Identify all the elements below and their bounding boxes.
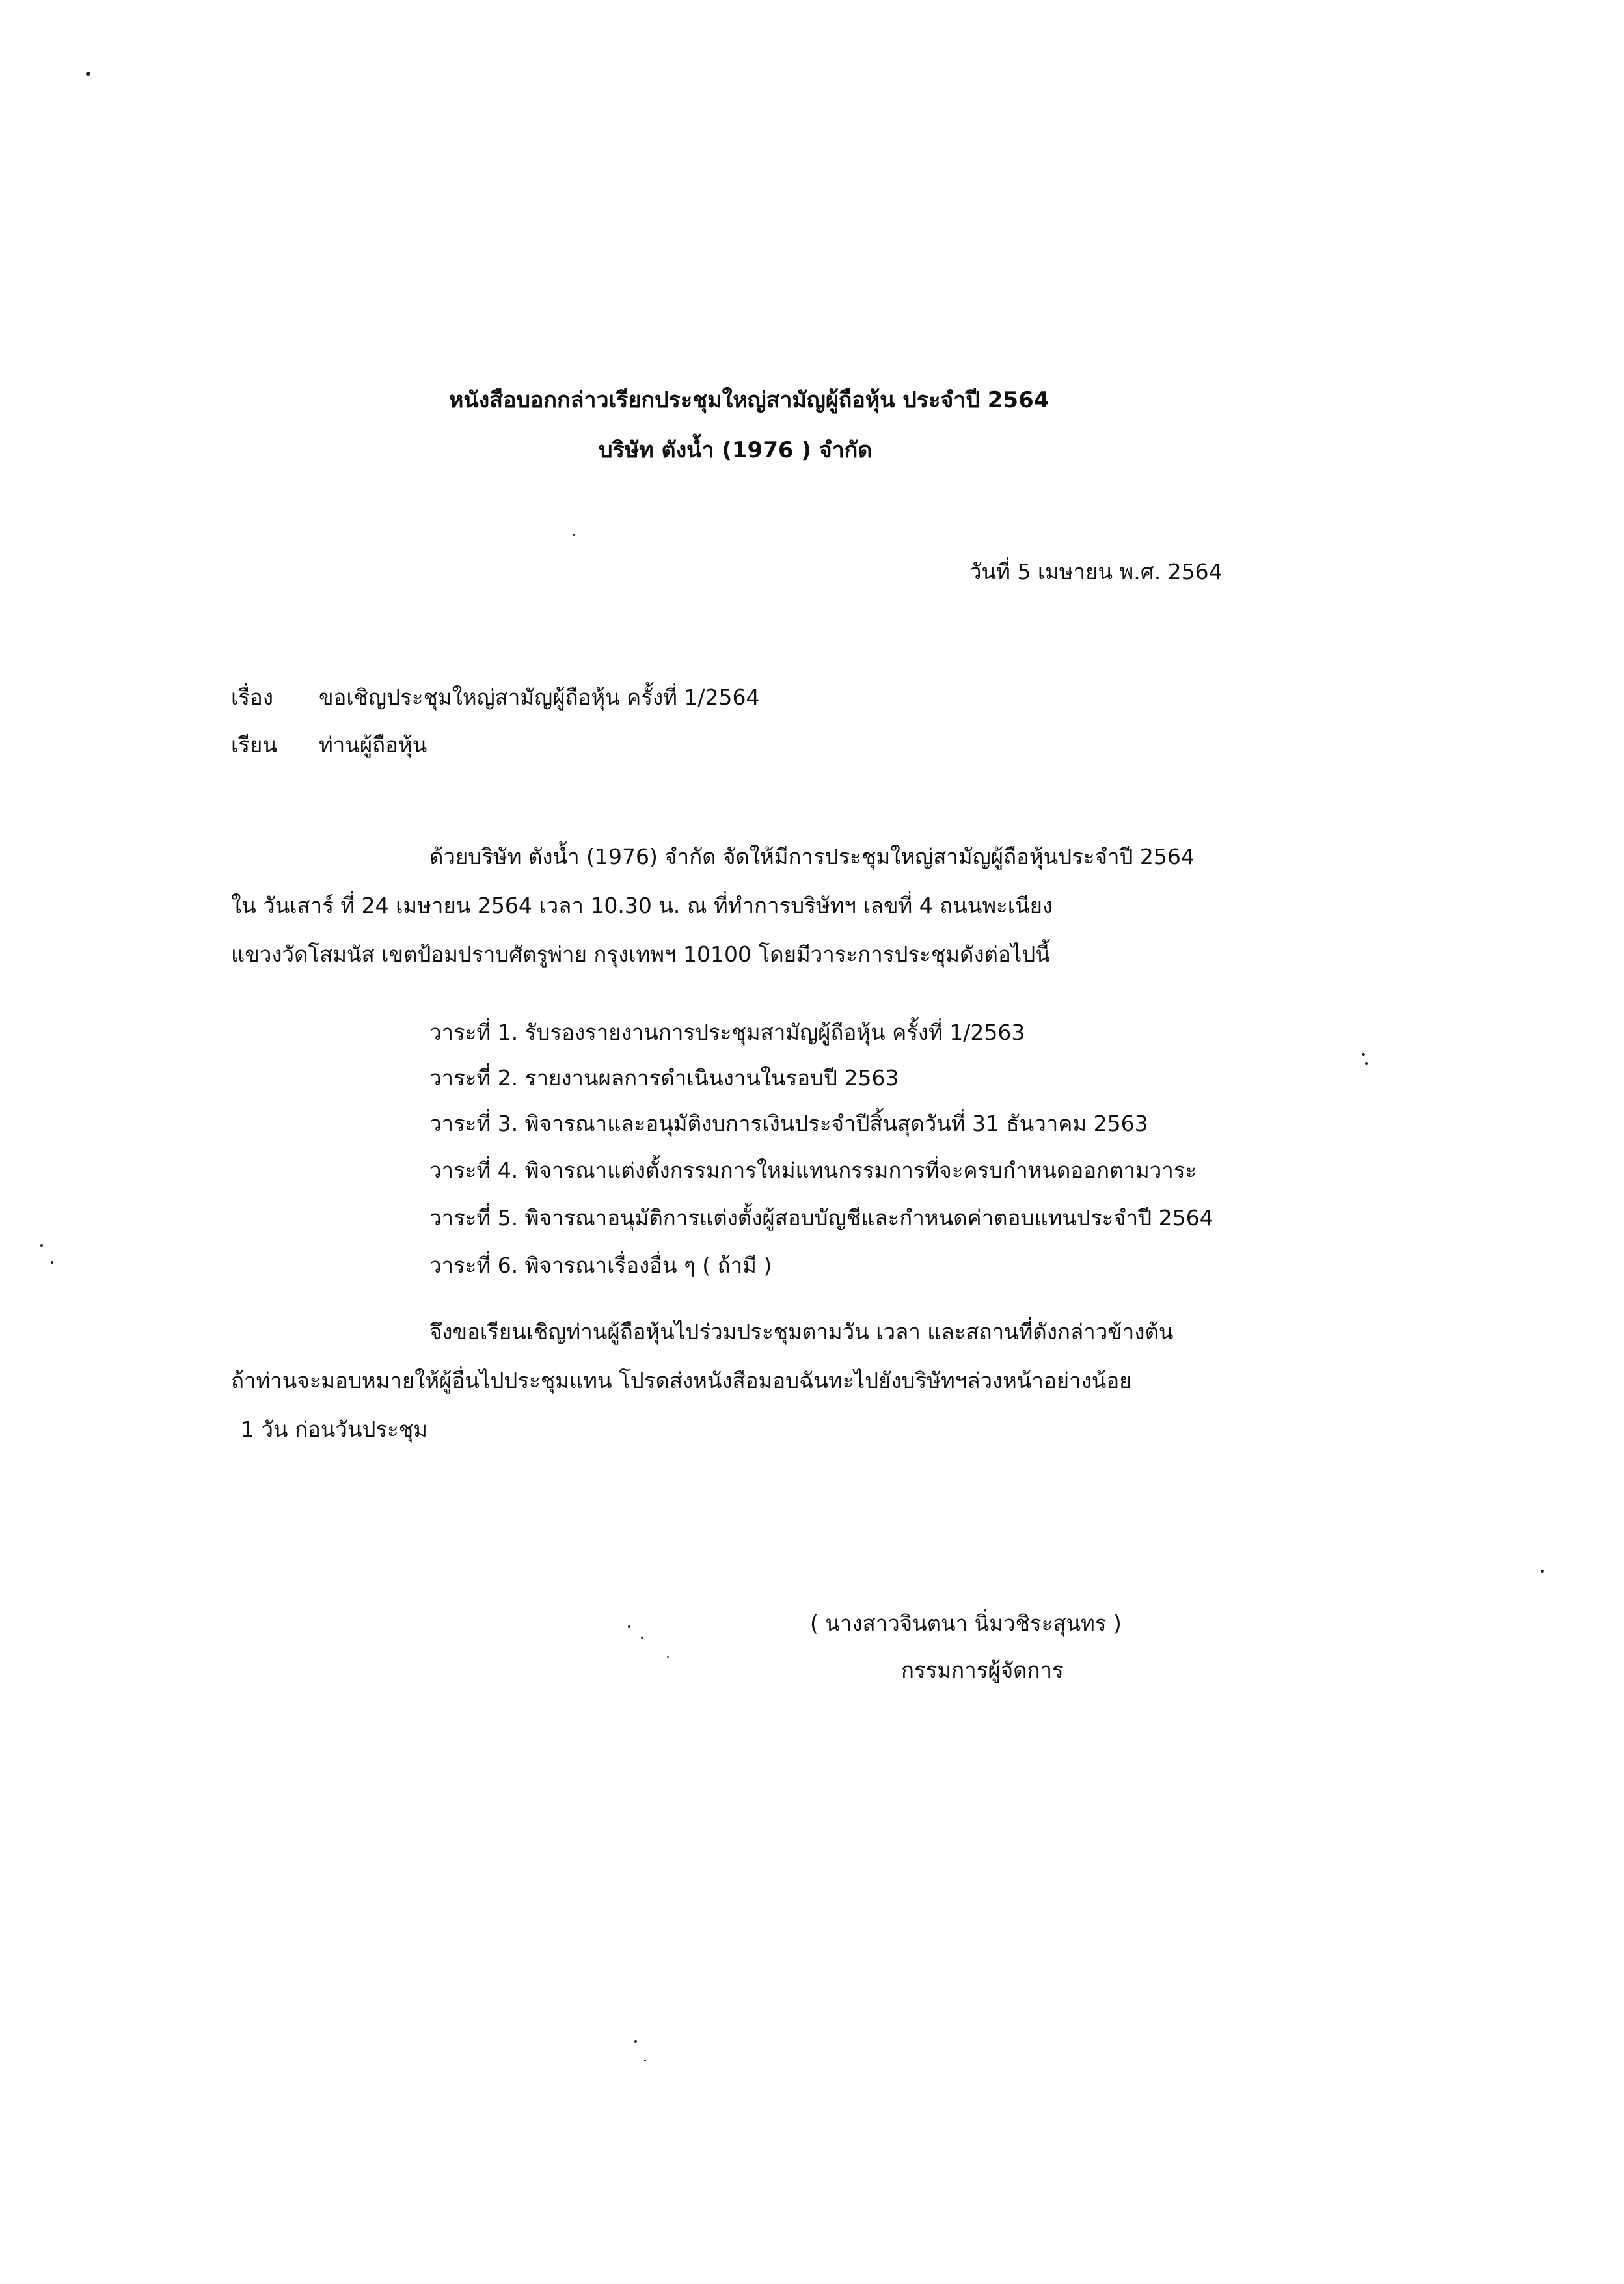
scan-speck xyxy=(1365,1062,1368,1065)
paragraph1-line: ด้วยบริษัท ตังน้ำ (1976) จำกัด จัดให้มีการประชุมใหญ่สามัญผู้ถือหุ้นประจำปี 2564 xyxy=(429,844,1195,869)
paragraph2-line: จึงขอเรียนเชิญท่านผู้ถือหุ้นไปร่วมประชุมตามวัน เวลา และสถานที่ดังกล่าวข้างต้น xyxy=(429,1319,1174,1344)
scan-speck xyxy=(628,1625,630,1628)
scan-speck xyxy=(641,1637,643,1639)
scan-speck xyxy=(667,1656,669,1658)
document-date: วันที่ 5 เมษายน พ.ศ. 2564 xyxy=(969,559,1223,584)
paragraph1-line: ใน วันเสาร์ ที่ 24 เมษายน 2564 เวลา 10.30 น. ณ ที่ทำการบริษัทฯ เลขที่ 4 ถนนพะเนียง xyxy=(231,893,1053,918)
paragraph1-line: แขวงวัดโสมนัส เขตป้อมปราบศัตรูพ่าย กรุงเทพฯ 10100 โดยมีวาระการประชุมดังต่อไปนี้ xyxy=(231,942,1050,967)
agenda-item: วาระที่ 2. รายงานผลการดำเนินงานในรอบปี 2563 xyxy=(429,1065,899,1091)
scan-speck xyxy=(1541,1570,1544,1573)
agenda-item: วาระที่ 4. พิจารณาแต่งตั้งกรรมการใหม่แทนกรรมการที่จะครบกำหนดออกตามวาระ xyxy=(429,1158,1197,1183)
scan-speck xyxy=(644,2060,646,2061)
scan-speck xyxy=(40,1244,43,1247)
subject-label: เรื่อง xyxy=(231,685,273,710)
scan-speck xyxy=(51,1261,53,1264)
paragraph2-line: ถ้าท่านจะมอบหมายให้ผู้อื่นไปประชุมแทน โปรดส่งหนังสือมอบฉันทะไปยังบริษัทฯล่วงหน้าอย่างน้อย xyxy=(231,1368,1132,1393)
signatory-position: กรรมการผู้จัดการ xyxy=(901,1657,1064,1683)
recipient-label: เรียน xyxy=(231,732,277,757)
signatory-name: ( นางสาวจินตนา นิ่มวชิระสุนทร ) xyxy=(810,1611,1122,1636)
scan-speck xyxy=(86,72,90,76)
scan-speck xyxy=(573,534,575,536)
paragraph2-line: 1 วัน ก่อนวันประชุม xyxy=(241,1417,428,1442)
recipient-text: ท่านผู้ถือหุ้น xyxy=(319,732,427,757)
scan-speck xyxy=(634,2040,637,2043)
agenda-item: วาระที่ 1. รับรองรายงานการประชุมสามัญผู้ถือหุ้น ครั้งที่ 1/2563 xyxy=(429,1020,1025,1045)
subject-text: ขอเชิญประชุมใหญ่สามัญผู้ถือหุ้น ครั้งที่ 1/2564 xyxy=(319,685,760,710)
scan-speck xyxy=(1362,1053,1365,1056)
agenda-item: วาระที่ 5. พิจารณาอนุมัติการแต่งตั้งผู้สอบบัญชีและกำหนดค่าตอบแทนประจำปี 2564 xyxy=(429,1205,1213,1230)
document-title: หนังสือบอกกล่าวเรียกประชุมใหญ่สามัญผู้ถือหุ้น ประจำปี 2564 xyxy=(449,387,1049,413)
agenda-item: วาระที่ 3. พิจารณาและอนุมัติงบการเงินประจำปีสิ้นสุดวันที่ 31 ธันวาคม 2563 xyxy=(429,1111,1148,1136)
company-name: บริษัท ตังน้ำ (1976 ) จำกัด xyxy=(599,437,873,463)
agenda-item: วาระที่ 6. พิจารณาเรื่องอื่น ๆ ( ถ้ามี ) xyxy=(429,1253,772,1278)
